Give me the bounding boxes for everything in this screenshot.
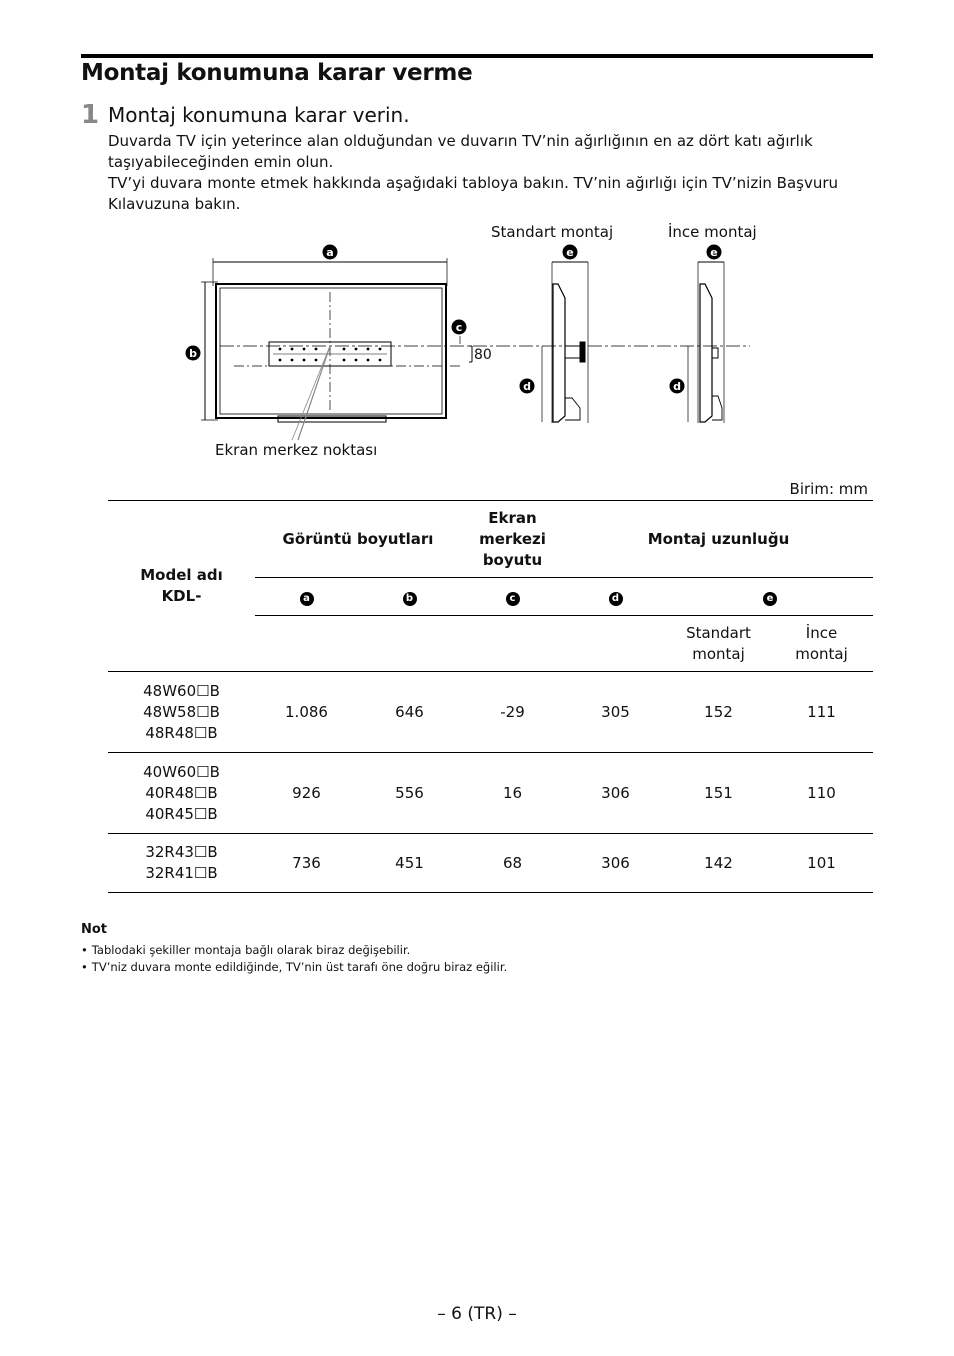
header-rule xyxy=(81,54,873,58)
svg-text:d: d xyxy=(673,380,681,393)
cell-d: 306 xyxy=(564,834,667,893)
cell-models: 32R43☐B 32R41☐B xyxy=(108,834,255,893)
page-title: Montaj konumuna karar verme xyxy=(81,60,473,86)
header-marker-b: b xyxy=(358,578,461,616)
cell-c: 68 xyxy=(461,834,564,893)
cell-b: 556 xyxy=(358,753,461,834)
header-marker-c: c xyxy=(461,578,564,616)
cell-a: 736 xyxy=(255,834,358,893)
cell-models: 48W60☐B 48W58☐B 48R48☐B xyxy=(108,672,255,753)
header-standard-mount: Standart montaj xyxy=(667,616,770,672)
cell-e-slim: 101 xyxy=(770,834,873,893)
header-image-size: Görüntü boyutları xyxy=(255,501,461,578)
note-title: Not xyxy=(81,922,108,937)
cell-c: 16 xyxy=(461,753,564,834)
svg-text:c: c xyxy=(455,321,463,334)
mounting-diagram xyxy=(180,218,780,468)
cell-b: 451 xyxy=(358,834,461,893)
cell-models: 40W60☐B 40R48☐B 40R45☐B xyxy=(108,753,255,834)
svg-text:e: e xyxy=(710,246,718,259)
label-center-point: Ekran merkez noktası xyxy=(215,441,378,459)
header-marker-a: a xyxy=(255,578,358,616)
cell-e-standard: 142 xyxy=(667,834,770,893)
cell-d: 305 xyxy=(564,672,667,753)
table-row xyxy=(108,834,873,893)
marker-e-slim xyxy=(707,245,722,260)
tv-side-standard xyxy=(553,284,565,422)
marker-d-standard xyxy=(520,379,535,394)
cell-c: -29 xyxy=(461,672,564,753)
marker-d-slim xyxy=(670,379,685,394)
unit-label: Birim: mm xyxy=(789,480,868,498)
label-slim-mount: İnce montaj xyxy=(668,223,757,241)
spec-table xyxy=(108,500,873,893)
step-number: 1 xyxy=(81,100,100,130)
svg-text:e: e xyxy=(566,246,574,259)
marker-a xyxy=(323,245,338,260)
label-80: 80 xyxy=(474,347,492,363)
marker-e-standard xyxy=(563,245,578,260)
cell-e-standard: 152 xyxy=(667,672,770,753)
tv-front-frame xyxy=(216,284,446,418)
cell-b: 646 xyxy=(358,672,461,753)
step-paragraph-2: TV’yi duvara monte etmek hakkında aşağıdaki tabloya bakın. TV’nin ağırlığı için TV’nizin Başvuru Kılavuzuna bakın. xyxy=(108,174,839,213)
cell-e-standard: 151 xyxy=(667,753,770,834)
label-standard-mount: Standart montaj xyxy=(491,223,614,241)
table-row xyxy=(108,672,873,753)
page-number: – 6 (TR) – xyxy=(437,1304,517,1324)
svg-text:a: a xyxy=(326,246,334,259)
note-item: • Tablodaki şekiller montaja bağlı olarak biraz değişebilir. xyxy=(81,942,507,959)
table-row xyxy=(108,753,873,834)
marker-c xyxy=(452,320,467,335)
svg-text:d: d xyxy=(523,380,531,393)
cell-d: 306 xyxy=(564,753,667,834)
header-screen-center: Ekran merkezi boyutu xyxy=(461,501,564,578)
cell-e-slim: 111 xyxy=(770,672,873,753)
header-mount-length: Montaj uzunluğu xyxy=(564,501,873,578)
step-paragraph-1: Duvarda TV için yeterince alan olduğundan ve duvarın TV’nin ağırlığının en az dört katı ağırlık taşıyabileceğinden emin olun. xyxy=(108,132,813,171)
header-model: Model adı KDL- xyxy=(108,501,255,672)
cell-a: 1.086 xyxy=(255,672,358,753)
header-slim-mount: İnce montaj xyxy=(770,616,873,672)
note-item: • TV’niz duvara monte edildiğinde, TV’nin üst tarafı öne doğru biraz eğilir. xyxy=(81,959,507,976)
tv-side-slim xyxy=(700,284,712,422)
header-marker-e: e xyxy=(667,578,873,616)
cell-a: 926 xyxy=(255,753,358,834)
marker-b xyxy=(186,346,201,361)
step-title: Montaj konumuna karar verin. xyxy=(108,103,410,127)
tv-front-screen xyxy=(220,288,442,414)
cell-e-slim: 110 xyxy=(770,753,873,834)
svg-text:b: b xyxy=(189,347,197,360)
note-list xyxy=(81,942,507,976)
header-marker-d: d xyxy=(564,578,667,616)
